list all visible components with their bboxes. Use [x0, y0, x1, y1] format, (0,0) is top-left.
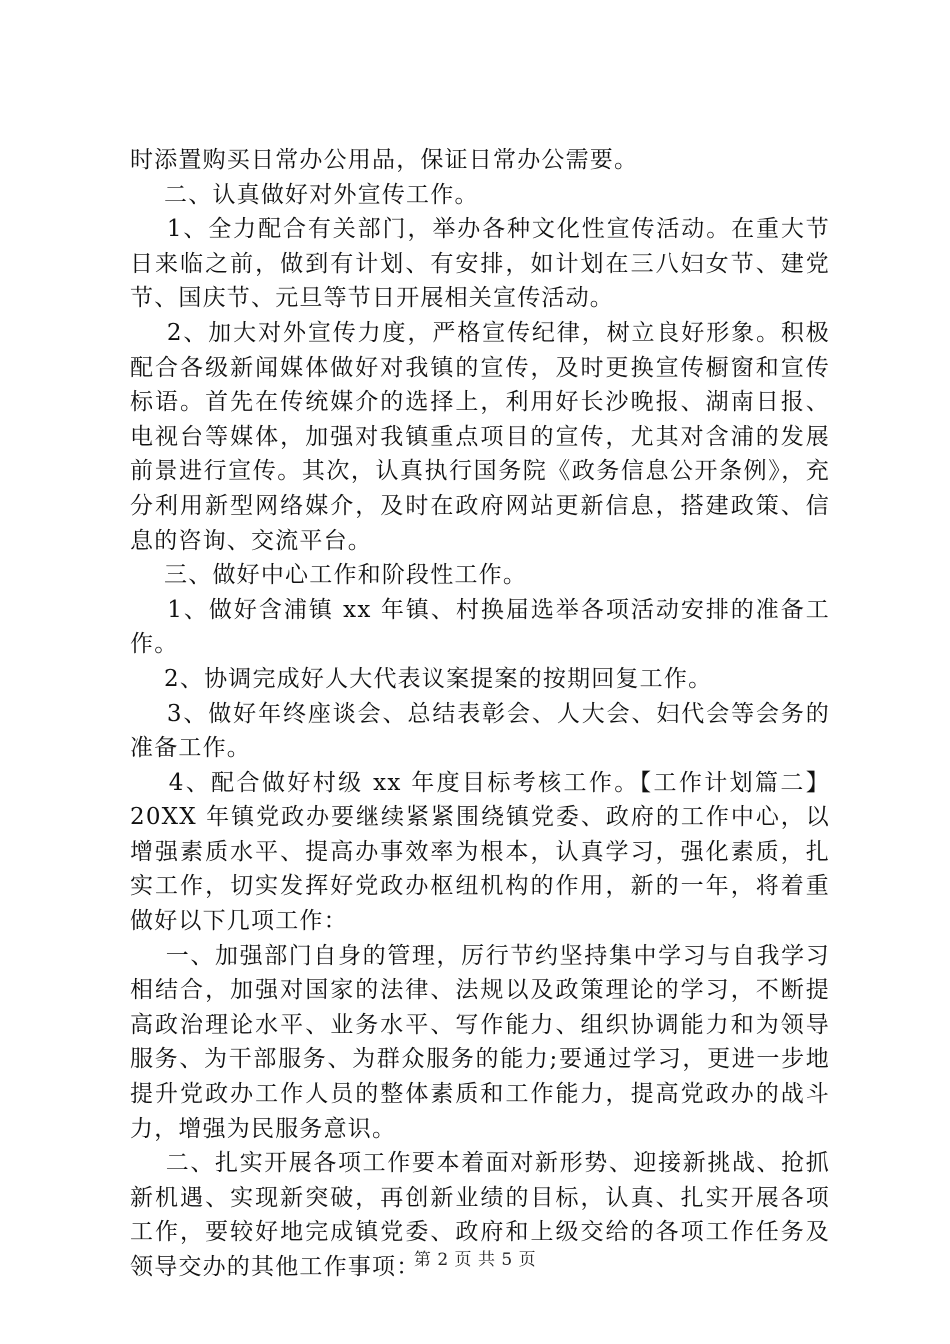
paragraph: 一、加强部门自身的管理，厉行节约坚持集中学习与自我学习相结合，加强对国家的法律、法规以及政策理论的学习，不断提高政治理论水平、业务水平、写作能力、组织协调能力和为领导服务、为干部服务、为群众服务的能力;要通过学习，更进一步地提升党政办工作人员的整体素质和工作能力，提高党政办的战斗力，增强为民服务意识。 [130, 942, 830, 1142]
page-number-footer: 第 2 页 共 5 页 [413, 1250, 537, 1270]
paragraph: 时添置购买日常办公用品，保证日常办公需要。 [130, 147, 639, 173]
paragraph: 二、扎实开展各项工作要本着面对新形势、迎接新挑战、抢抓新机遇、实现新突破，再创新业绩的目标，认真、扎实开展各项工作，要较好地完成镇党委、政府和上级交给的各项工作任务及领导交办的其他工作事项： [130, 1150, 830, 1280]
paragraph: 4、配合做好村级 xx 年度目标考核工作。【工作计划篇二】20XX 年镇党政办要继续紧紧围绕镇党委、政府的工作中心，以增强素质水平、提高办事效率为根本，认真学习，强化素质，扎实工作，切实发挥好党政办枢纽机构的作用，新的一年，将着重做好以下几项工作： [130, 769, 831, 935]
section-heading: 二、认真做好对外宣传工作。 [130, 181, 479, 208]
document-body [130, 143, 830, 1285]
paragraph: 2、加大对外宣传力度，严格宣传纪律，树立良好形象。积极配合各级新闻媒体做好对我镇的宣传，及时更换宣传橱窗和宣传标语。首先在传统媒介的选择上，利用好长沙晚报、湖南日报、电视台等媒体，加强对我镇重点项目的宣传，尤其对含浦的发展前景进行宣传。其次，认真执行国务院《政务信息公开条例》，充分利用新型网络媒介，及时在政府网站更新信息，搭建政策、信息的咨询、交流平台。 [130, 319, 830, 554]
paragraph: 1、做好含浦镇 xx 年镇、村换届选举各项活动安排的准备工作。 [130, 596, 831, 658]
paragraph: 3、做好年终座谈会、总结表彰会、人大会、妇代会等会务的准备工作。 [130, 700, 830, 762]
paragraph: 1、全力配合有关部门，举办各种文化性宣传活动。在重大节日来临之前，做到有计划、有安排，如计划在三八妇女节、建党节、国庆节、元旦等节日开展相关宣传活动。 [130, 216, 830, 312]
section-heading: 三、做好中心工作和阶段性工作。 [130, 562, 528, 589]
paragraph: 2、协调完成好人大代表议案提案的按期回复工作。 [130, 665, 713, 692]
